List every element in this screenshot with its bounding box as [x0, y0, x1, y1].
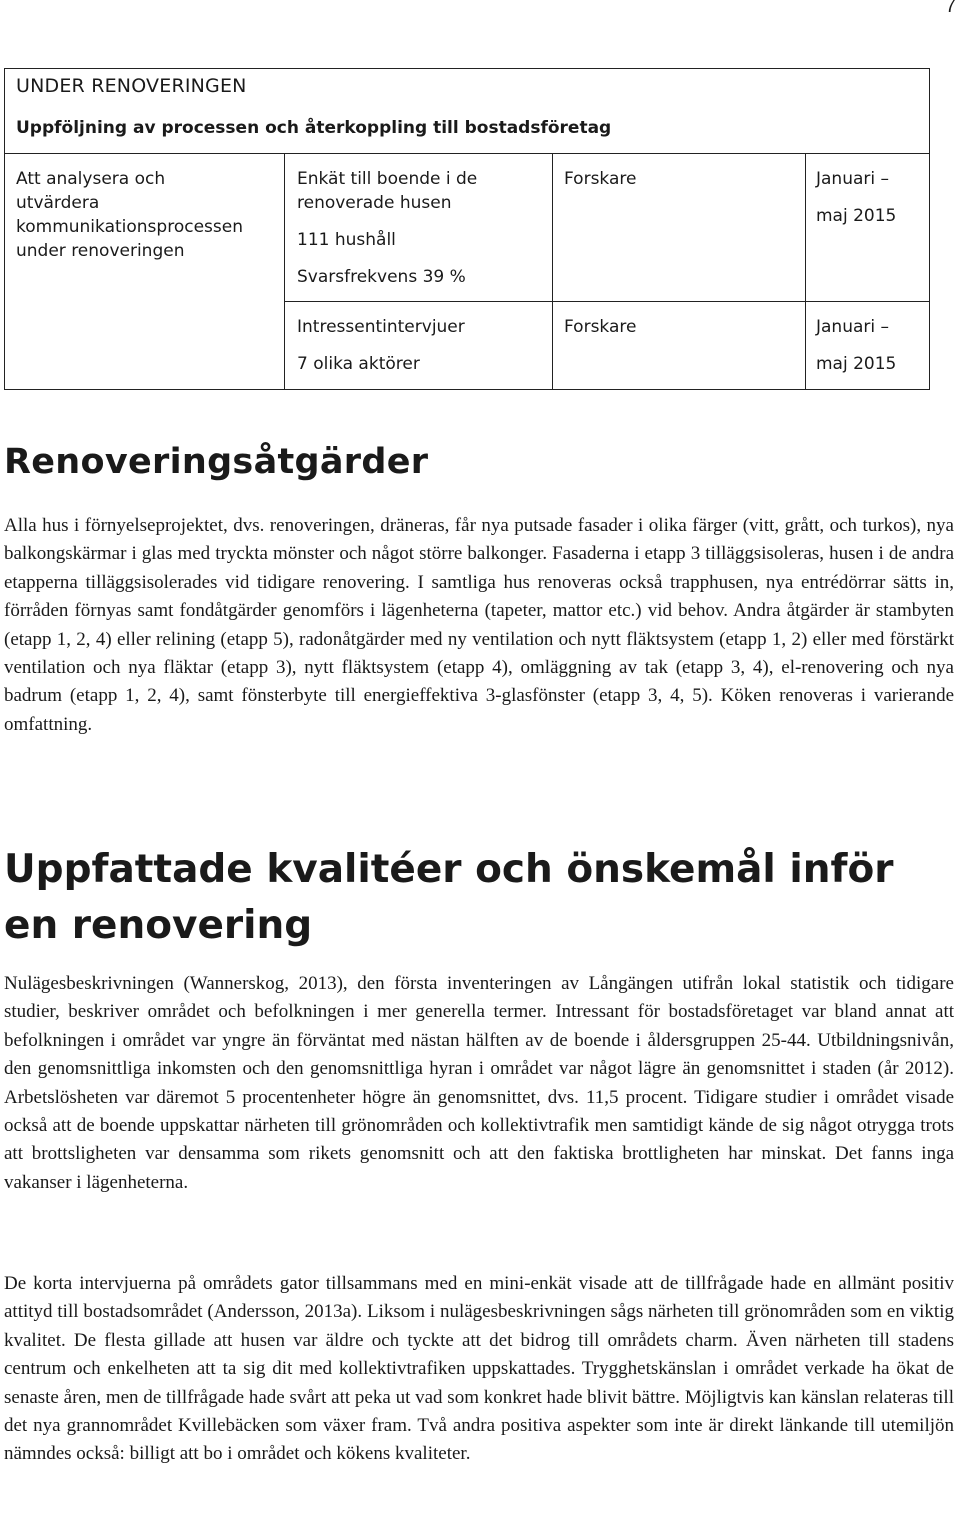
- page-number: 7: [945, 0, 956, 17]
- column-divider: [805, 153, 806, 389]
- section-heading-qualities: Uppfattade kvalitéer och önskemål inför en renovering: [4, 847, 894, 948]
- method-line: Enkät till boende i de: [297, 169, 478, 189]
- method-line: Intressentintervjuer: [297, 317, 465, 337]
- qualities-paragraph-1: Nulägesbeskrivningen (Wannerskog, 2013), den första inventeringen av Långängen utifrån lokal statistik och tidigare studier, beskriver området och befolkningen i mer generella termer. Intressant för bostadsföretaget var bland annat att befolkningen i området var yngre än förväntat med nästan hälften av de boende i åldersgruppen 25-44. Utbildningsnivån, den genomsnittliga inkomsten och den genomsnittliga hyran i området var något lägre än genomsnittet i staden (år 2012). Arbetslösheten var däremot 5 procentenheter högre än genomsnittet, dvs. 11,5 procent. Tidigare studier i området visade också att de boende uppskattar närheten till grönområden och kollektivtrafik men samtidigt kände de sig något otrygga trots att brottsligheten var densamma som rikets genomsnitt och att den faktiska brottligheten har minskat. Det fanns inga vakanser i lägenheterna.: [4, 973, 954, 1193]
- method-line: renoverade husen: [297, 193, 452, 213]
- method-detail: Svarsfrekvens 39 %: [297, 267, 466, 287]
- column-divider: [284, 153, 285, 389]
- column-divider: [552, 153, 553, 389]
- when-line: Januari –: [816, 169, 890, 189]
- when-line: maj 2015: [816, 206, 897, 226]
- row-divider: [284, 301, 929, 302]
- purpose-line: Att analysera och: [16, 169, 166, 189]
- method-detail: 7 olika aktörer: [297, 354, 420, 374]
- table-cell-method: [297, 315, 547, 376]
- when-line: maj 2015: [816, 354, 897, 374]
- table-cell-when: [816, 315, 924, 376]
- method-detail: 111 hushåll: [297, 230, 396, 250]
- qualities-paragraph-2: De korta intervjuerna på områdets gator tillsammans med en mini-enkät visade att de tillfrågade hade en allmänt positiv attityd till bostadsområdet (Andersson, 2013a). Liksom i nulägesbeskrivningen sågs närheten till grönområden som en viktig kvalitet. De flesta gillade att husen var äldre och tyckte att det bidrog till områdets charm. Även närheten till stadens centrum och enkelheten att ta sig dit med kollektivtrafiken uppskattades. Trygghetskänslan i området verkade ha ökat de senaste åren, men de tillfrågade hade svårt att peka ut vad som konkret hade blivit bättre. Möjligtvis kan känslan relateras till det nya grannområdet Kvillebäcken som växer fram. Två andra positiva aspekter som inte är direkt länkande till utemiljön nämndes också: billigt att bo i området och kökens kvaliteter.: [4, 1273, 954, 1465]
- renovation-paragraph: Alla hus i förnyelseprojektet, dvs. renoveringen, dräneras, får nya putsade fasader i olika färger (vitt, grått, och turkos), nya balkongskärmar i glas med tryckta mönster och något större balkonger. Fasaderna i etapp 3 tilläggsisoleras, husen i de andra etapperna tilläggsisolerades vid tidigare renovering. I samtliga hus renoveras också trapphusen, nya entrédörrar sätts in, förråden förnyas samt fondåtgärder genomförs i lägenheterna (tapeter, mattor etc.) vid behov. Andra åtgärder är stambyten (etapp 1, 2, 4) eller relining (etapp 5), radonåtgärder med ny ventilation och nytt fläktsystem (etapp 1, 2) eller med förstärkt ventilation och nya fläktar (etapp 3), nytt fläktsystem (etapp 4), omläggning av tak (etapp 3, 4), el-renovering och nya badrum (etapp 1, 2, 4), samt fönsterbyte till energieffektiva 3-glasfönster (etapp 3, 4, 5). Köken renoveras i varierande omfattning.: [4, 515, 954, 735]
- table-header: [5, 69, 929, 154]
- table-title: UNDER RENOVERINGEN: [16, 75, 247, 97]
- purpose-line: utvärdera: [16, 193, 100, 213]
- section-heading-renovation: Renoveringsåtgärder: [4, 442, 429, 482]
- table-cell-when: [816, 167, 924, 228]
- purpose-line: kommunikationsprocessen: [16, 217, 243, 237]
- table-cell-method: [297, 167, 547, 289]
- activity-table: [4, 68, 930, 390]
- table-cell-who: Forskare: [564, 169, 637, 189]
- table-subtitle: Uppföljning av processen och återkoppling till bostadsföretag: [16, 118, 612, 138]
- table-cell-purpose: [16, 167, 278, 263]
- purpose-line: under renoveringen: [16, 241, 185, 261]
- when-line: Januari –: [816, 317, 890, 337]
- table-cell-who: Forskare: [564, 317, 637, 337]
